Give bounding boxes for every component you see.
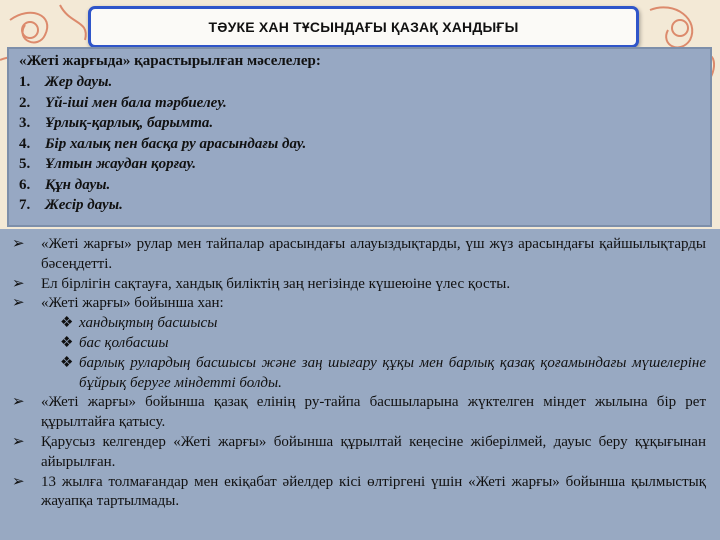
issues-heading: «Жеті жарғыда» қарастырылған мәселелер: — [19, 53, 321, 69]
bullet-text: Қарусыз келгендер «Жеті жарғы» бойынша құрылтай кеңесіне жіберілмей, дауыс беру құқығынан айырылған. — [41, 433, 706, 470]
diamond-bullet-icon: ❖ — [60, 334, 74, 351]
slide-title: ТӘУКЕ ХАН ТҰСЫНДАҒЫ ҚАЗАҚ ХАНДЫҒЫ — [88, 6, 639, 48]
arrow-bullet-icon: ➢ — [12, 295, 25, 312]
issues-panel — [7, 47, 712, 227]
arrow-bullet-icon: ➢ — [12, 473, 25, 490]
bullet-item — [10, 275, 706, 295]
issue-number: 6. — [19, 176, 31, 193]
issue-text: Бір халық пен басқа ру арасындағы дау. — [45, 135, 307, 152]
bullet-item — [10, 294, 706, 314]
sub-bullet-text: хандықтың басшысы — [79, 315, 218, 332]
bullet-text: Ел бірлігін сақтауға, хандық биліктің заң негізінде күшеюіне үлес қосты. — [41, 275, 511, 292]
arrow-bullet-icon: ➢ — [12, 275, 25, 292]
issue-item — [19, 195, 700, 216]
issue-number: 1. — [19, 74, 31, 90]
issue-item — [19, 72, 700, 93]
sub-bullet-text: бас қолбасшы — [79, 334, 169, 351]
issue-text: Үй-іші мен бала тәрбиелеу. — [45, 94, 227, 111]
content-panel — [0, 229, 720, 540]
diamond-bullet-icon: ❖ — [60, 354, 74, 371]
bullet-item — [10, 473, 706, 513]
issue-text: Құн дауы. — [45, 176, 111, 193]
issue-item — [19, 175, 700, 196]
bullet-text: 13 жылға толмағандар мен екіқабат әйелдер кісі өлтіргені үшін «Жеті жарғы» бойынша қылмыстық жауапқа тартылмады. — [41, 473, 706, 510]
sub-bullet-text: барлық рулардың басшысы және заң шығару құқы мен барлық қазақ қоғамындағы мүшелеріне бұйрық беруге міндетті болды. — [79, 354, 706, 391]
sub-bullet-item — [10, 334, 706, 354]
issue-item — [19, 113, 700, 134]
issue-text: Жесір дауы. — [45, 197, 123, 213]
issue-number: 2. — [19, 94, 31, 111]
bullet-text: «Жеті жарғы» рулар мен тайпалар арасындағы алауыздықтарды, үш жүз арасындағы қайшылықтарды бәсеңдетті. — [41, 236, 706, 272]
issue-number: 4. — [19, 135, 31, 152]
issue-item — [19, 93, 700, 114]
sub-bullet-item — [10, 314, 706, 334]
issue-text: Ұлтын жаудан қорғау. — [45, 156, 196, 172]
issue-text: Жер дауы. — [45, 74, 113, 90]
bullet-text: «Жеті жарғы» бойынша қазақ елінің ру-тайпа басшыларына жүктелген міндет жылына бір рет құрылтайға қатысу. — [41, 394, 706, 431]
arrow-bullet-icon: ➢ — [12, 394, 25, 411]
diamond-bullet-icon: ❖ — [60, 315, 74, 332]
issue-number: 3. — [19, 115, 31, 131]
bullet-item — [10, 393, 706, 433]
issue-number: 5. — [19, 156, 31, 172]
arrow-bullet-icon: ➢ — [12, 236, 25, 252]
issue-number: 7. — [19, 197, 31, 213]
bullet-item — [10, 235, 706, 275]
issue-text: Ұрлық-қарлық, барымта. — [45, 115, 214, 131]
sub-bullet-item — [10, 354, 706, 394]
issue-item — [19, 154, 700, 175]
arrow-bullet-icon: ➢ — [12, 433, 25, 450]
issue-item — [19, 134, 700, 155]
bullet-text: «Жеті жарғы» бойынша хан: — [41, 295, 224, 312]
bullet-item — [10, 433, 706, 473]
